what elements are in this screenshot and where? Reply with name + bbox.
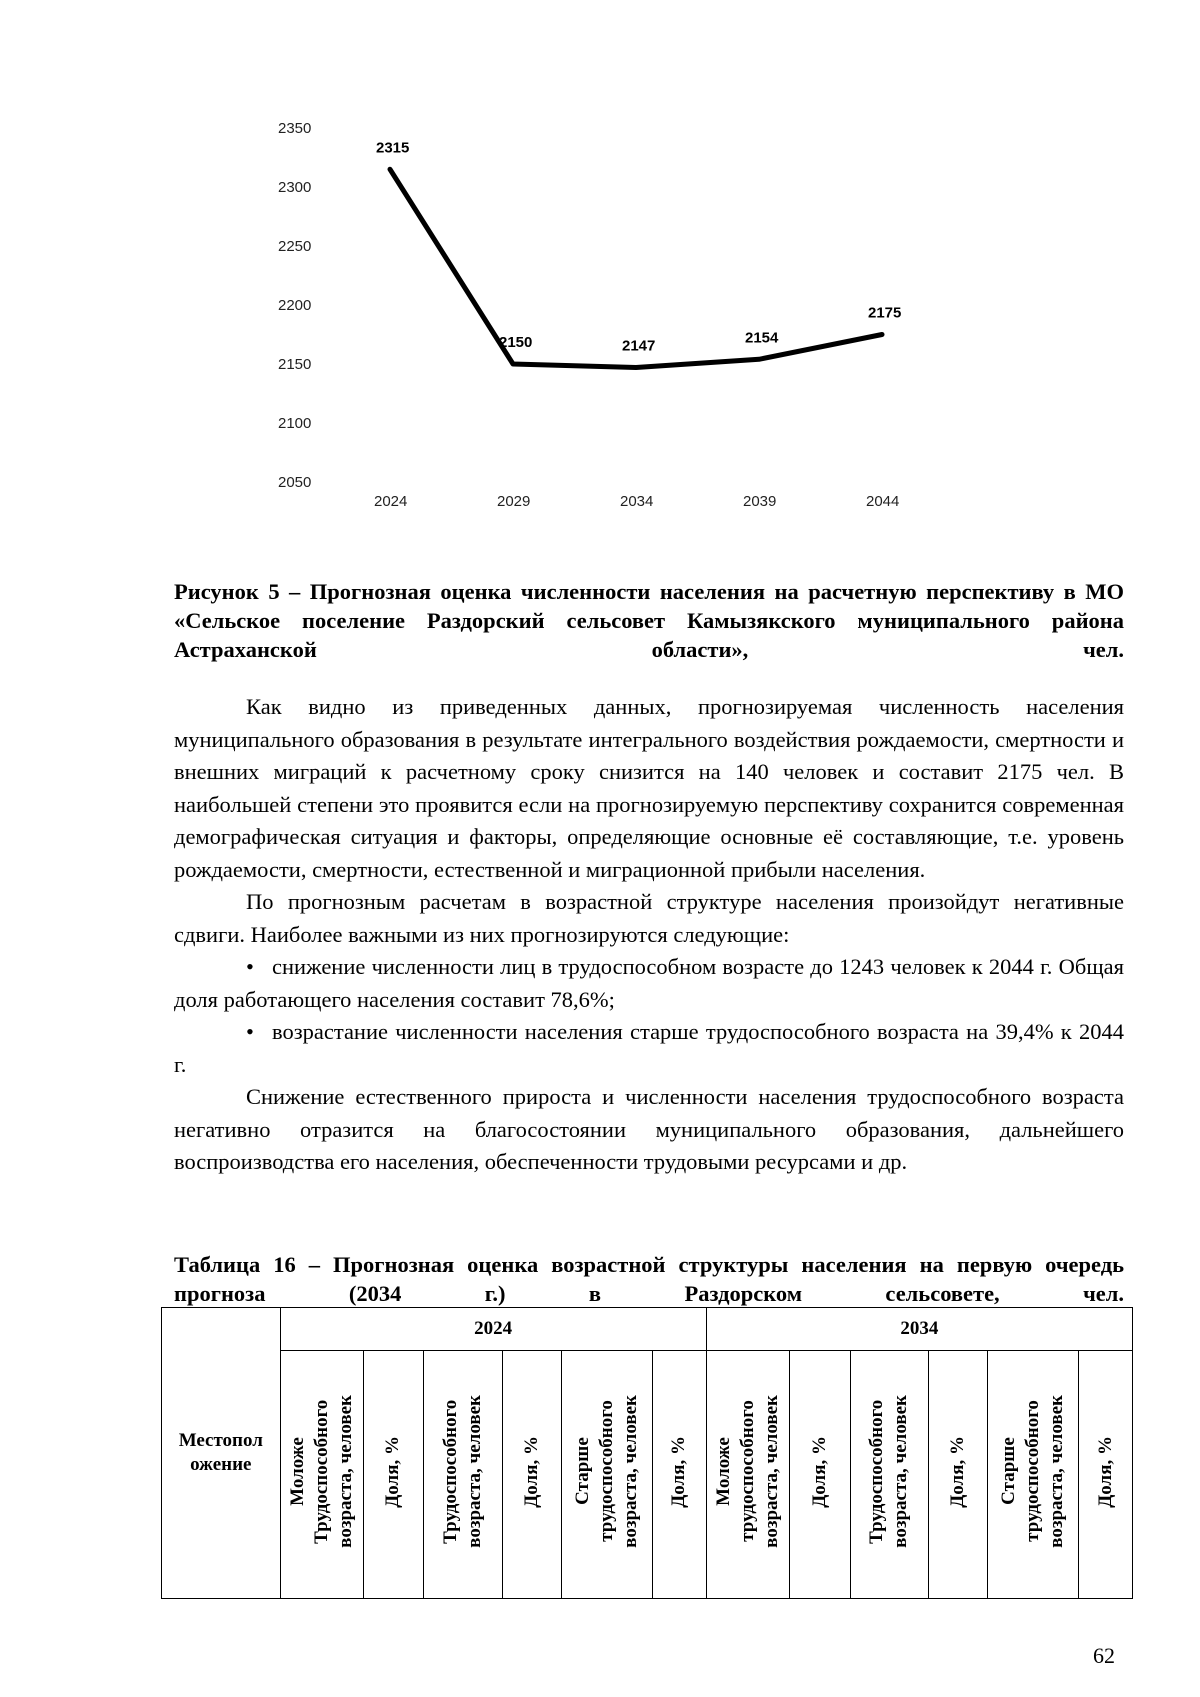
column-header-text: Моложе трудоспособного возраста, человек	[712, 1395, 782, 1548]
data-label: 2315	[376, 139, 410, 157]
y-tick-label: 2100	[278, 415, 312, 432]
paragraph: Как видно из приведенных данных, прогнозируемая численность населения муниципального образования в результате интегрального воздействия рождаемости, смертности и внешних миграций к расчетному сроку снизится на 140 человек и составит 2175 чел. В наибольшей степени это проявится если на прогнозируемую перспективу сохранится современная демографическая ситуация и факторы, определяющие основные её составляющие, т.е. уровень рождаемости, смертности, естественной и миграционной прибыли населения.	[174, 694, 1124, 882]
column-header	[1079, 1351, 1133, 1599]
column-header-text: Доля, %	[521, 1435, 543, 1508]
x-tick-label: 2039	[743, 493, 777, 510]
column-header	[503, 1351, 562, 1599]
year-header-2034: 2034	[706, 1308, 1132, 1351]
table-caption: Таблица 16 – Прогнозная оценка возрастной структуры населения на первую очередь прогноза (2034 г.) в Раздорском сельсовете, чел.	[174, 1252, 1124, 1306]
column-header	[363, 1351, 424, 1599]
list-item	[174, 951, 1124, 1016]
column-header-text: Доля, %	[1094, 1435, 1116, 1508]
data-labels	[376, 139, 901, 354]
column-header-text: Доля, %	[947, 1435, 969, 1508]
column-header	[929, 1351, 988, 1599]
column-header	[424, 1351, 503, 1599]
data-label: 2175	[868, 304, 902, 322]
column-header-text: Старше трудоспособного возраста, человек	[572, 1395, 642, 1548]
column-header	[561, 1351, 652, 1599]
column-header	[653, 1351, 707, 1599]
bullet-symbol: •	[246, 1019, 254, 1044]
column-header	[280, 1351, 363, 1599]
x-axis-tick-labels	[374, 493, 899, 510]
location-header: Местопол ожение	[162, 1308, 281, 1599]
x-tick-label: 2024	[374, 493, 408, 510]
column-header-text: Трудоспособного возраста, человек	[440, 1395, 486, 1548]
y-tick-label: 2150	[278, 356, 312, 373]
column-header-text: Доля, %	[668, 1435, 690, 1508]
paragraph: Снижение естественного прироста и численности населения трудоспособного возраста негативно отразится на благосостоянии муниципального образования, дальнейшего воспроизводства его населения, обеспеченности трудовыми ресурсами и др.	[174, 1084, 1124, 1174]
data-label: 2147	[622, 337, 656, 355]
y-tick-label: 2050	[278, 474, 312, 491]
age-structure-table	[161, 1307, 1133, 1599]
column-header	[850, 1351, 929, 1599]
paragraph: По прогнозным расчетам в возрастной структуре населения произойдут негативные сдвиги. Наиболее важными из них прогнозируются следующие:	[174, 889, 1124, 947]
column-header	[706, 1351, 789, 1599]
data-label: 2150	[499, 334, 533, 351]
column-header	[789, 1351, 850, 1599]
bullet-symbol: •	[246, 954, 254, 979]
column-header-text: Доля, %	[808, 1435, 830, 1508]
figure-caption: Рисунок 5 – Прогнозная оценка численности населения на расчетную перспективу в МО «Сельское поселение Раздорский сельсовет Камызякского муниципального района Астраханской области», чел.	[174, 579, 1124, 662]
x-tick-label: 2034	[620, 493, 654, 510]
column-header-text: Трудоспособного возраста, человек	[866, 1395, 912, 1548]
y-tick-label: 2300	[278, 179, 312, 196]
list-item-text: снижение численности лиц в трудоспособном возрасте до 1243 человек к 2044 г. Общая доля работающего населения составит 78,6%;	[174, 954, 1124, 1012]
y-axis-tick-labels	[278, 120, 311, 491]
population-forecast-chart	[270, 120, 970, 560]
y-tick-label: 2200	[278, 297, 312, 314]
column-header-text: Доля, %	[382, 1435, 404, 1508]
column-header-text: Старше трудоспособного возраста, человек	[998, 1395, 1068, 1548]
column-header	[988, 1351, 1079, 1599]
body-text	[174, 691, 1124, 1179]
x-tick-label: 2044	[866, 493, 900, 510]
data-label: 2154	[745, 329, 779, 347]
y-tick-label: 2350	[278, 120, 312, 137]
column-header-text: Моложе Трудоспособного возраста, человек	[286, 1395, 356, 1548]
year-header-2024: 2024	[280, 1308, 706, 1351]
x-tick-label: 2029	[497, 493, 531, 510]
y-tick-label: 2250	[278, 238, 312, 255]
page-number: 62	[1093, 1643, 1115, 1668]
list-item-text: возрастание численности населения старше трудоспособного возраста на 39,4% к 2044 г.	[174, 1019, 1124, 1077]
list-item	[174, 1016, 1124, 1081]
